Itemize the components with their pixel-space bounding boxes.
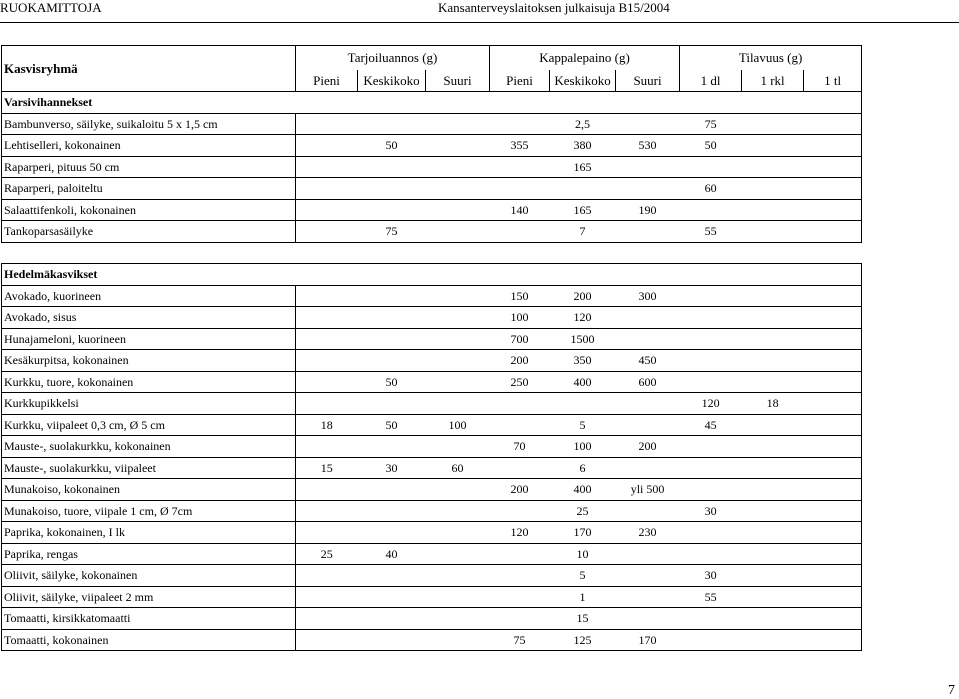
value-cell: 18 bbox=[296, 414, 358, 436]
value-cell bbox=[490, 543, 550, 565]
table-row bbox=[2, 500, 862, 522]
value-cell bbox=[296, 285, 358, 307]
value-cell: 700 bbox=[490, 328, 550, 350]
value-cell bbox=[742, 414, 804, 436]
value-cell bbox=[804, 285, 862, 307]
value-cell: 200 bbox=[550, 285, 616, 307]
value-cell bbox=[616, 457, 680, 479]
value-cell bbox=[742, 629, 804, 651]
value-cell: 380 bbox=[550, 135, 616, 157]
row-label: Avokado, sisus bbox=[2, 307, 296, 329]
row-label: Kesäkurpitsa, kokonainen bbox=[2, 350, 296, 372]
section-row bbox=[2, 264, 862, 286]
value-cell: 5 bbox=[550, 414, 616, 436]
value-cell: 40 bbox=[358, 543, 426, 565]
value-cell: 50 bbox=[358, 414, 426, 436]
value-cell: 350 bbox=[550, 350, 616, 372]
row-label: Mauste-, suolakurkku, kokonainen bbox=[2, 436, 296, 458]
subheader-cell: 1 tl bbox=[804, 70, 862, 92]
value-cell: 1500 bbox=[550, 328, 616, 350]
table-row bbox=[2, 350, 862, 372]
value-cell: 50 bbox=[358, 371, 426, 393]
value-cell bbox=[296, 500, 358, 522]
value-cell bbox=[426, 199, 490, 221]
row-label: Lehtiselleri, kokonainen bbox=[2, 135, 296, 157]
table-row bbox=[2, 135, 862, 157]
subheader-cell: Suuri bbox=[426, 70, 490, 92]
header-row-groups bbox=[2, 46, 862, 71]
value-cell: 25 bbox=[296, 543, 358, 565]
row-label: Bambunverso, säilyke, suikaloitu 5 x 1,5 cm bbox=[2, 113, 296, 135]
row-label: Hunajameloni, kuorineen bbox=[2, 328, 296, 350]
value-cell bbox=[616, 113, 680, 135]
value-cell: 355 bbox=[490, 135, 550, 157]
value-cell: 400 bbox=[550, 479, 616, 501]
value-cell: 2,5 bbox=[550, 113, 616, 135]
value-cell bbox=[358, 522, 426, 544]
group-column-header: Kasvisryhmä bbox=[2, 46, 296, 92]
value-cell: 60 bbox=[680, 178, 742, 200]
value-cell bbox=[358, 199, 426, 221]
value-cell: 55 bbox=[680, 586, 742, 608]
value-cell bbox=[742, 199, 804, 221]
row-label: Raparperi, pituus 50 cm bbox=[2, 156, 296, 178]
row-label: Tomaatti, kokonainen bbox=[2, 629, 296, 651]
value-cell bbox=[358, 393, 426, 415]
row-label: Kurkku, tuore, kokonainen bbox=[2, 371, 296, 393]
value-cell bbox=[426, 328, 490, 350]
value-cell bbox=[426, 543, 490, 565]
value-cell: 70 bbox=[490, 436, 550, 458]
value-cell bbox=[296, 199, 358, 221]
value-cell: 30 bbox=[680, 500, 742, 522]
value-cell: 600 bbox=[616, 371, 680, 393]
table-row bbox=[2, 156, 862, 178]
running-header-title: RUOKAMITTOJA bbox=[0, 0, 102, 15]
value-cell bbox=[742, 113, 804, 135]
value-cell bbox=[296, 436, 358, 458]
value-cell bbox=[426, 522, 490, 544]
value-cell: 10 bbox=[550, 543, 616, 565]
value-cell bbox=[742, 135, 804, 157]
row-label: Munakoiso, kokonainen bbox=[2, 479, 296, 501]
subheader-cell: Pieni bbox=[490, 70, 550, 92]
row-label: Munakoiso, tuore, viipale 1 cm, Ø 7cm bbox=[2, 500, 296, 522]
vegetable-measures-table bbox=[1, 45, 862, 651]
value-cell bbox=[358, 629, 426, 651]
value-cell bbox=[742, 350, 804, 372]
value-cell bbox=[804, 350, 862, 372]
value-cell bbox=[358, 178, 426, 200]
running-header-publication: Kansanterveyslaitoksen julkaisuja B15/2004 bbox=[438, 0, 670, 15]
value-cell bbox=[296, 565, 358, 587]
value-cell: 75 bbox=[490, 629, 550, 651]
value-cell bbox=[804, 543, 862, 565]
value-cell bbox=[680, 436, 742, 458]
value-cell bbox=[426, 135, 490, 157]
spacer-row bbox=[2, 242, 862, 264]
value-cell bbox=[616, 221, 680, 243]
value-cell bbox=[680, 285, 742, 307]
value-cell bbox=[804, 199, 862, 221]
table-row bbox=[2, 608, 862, 630]
value-cell bbox=[296, 178, 358, 200]
value-cell bbox=[358, 113, 426, 135]
value-cell bbox=[358, 156, 426, 178]
value-cell bbox=[804, 500, 862, 522]
row-label: Kurkku, viipaleet 0,3 cm, Ø 5 cm bbox=[2, 414, 296, 436]
value-cell bbox=[616, 328, 680, 350]
value-cell: 300 bbox=[616, 285, 680, 307]
value-cell: 450 bbox=[616, 350, 680, 372]
value-cell: 165 bbox=[550, 156, 616, 178]
table-row bbox=[2, 522, 862, 544]
value-cell bbox=[490, 586, 550, 608]
table-row bbox=[2, 629, 862, 651]
value-cell bbox=[426, 307, 490, 329]
value-cell bbox=[680, 371, 742, 393]
value-cell: 100 bbox=[490, 307, 550, 329]
value-cell: 15 bbox=[296, 457, 358, 479]
value-cell bbox=[296, 371, 358, 393]
value-cell bbox=[742, 436, 804, 458]
value-cell bbox=[804, 156, 862, 178]
table-row bbox=[2, 113, 862, 135]
value-cell bbox=[296, 350, 358, 372]
value-cell: 30 bbox=[358, 457, 426, 479]
value-cell bbox=[426, 629, 490, 651]
table-row bbox=[2, 393, 862, 415]
value-cell bbox=[804, 371, 862, 393]
value-cell bbox=[804, 565, 862, 587]
table-row bbox=[2, 479, 862, 501]
value-cell bbox=[490, 113, 550, 135]
value-cell bbox=[742, 586, 804, 608]
value-cell bbox=[616, 500, 680, 522]
value-cell bbox=[804, 629, 862, 651]
value-cell bbox=[804, 522, 862, 544]
value-cell bbox=[804, 457, 862, 479]
section-row bbox=[2, 92, 862, 114]
value-cell bbox=[490, 393, 550, 415]
table-row bbox=[2, 285, 862, 307]
subheader-cell: Pieni bbox=[296, 70, 358, 92]
value-cell bbox=[490, 178, 550, 200]
value-cell: 230 bbox=[616, 522, 680, 544]
subheader-cell: Keskikoko bbox=[550, 70, 616, 92]
section-heading: Hedelmäkasvikset bbox=[2, 264, 862, 286]
value-cell bbox=[616, 586, 680, 608]
subheader-cell: 1 rkl bbox=[742, 70, 804, 92]
value-cell bbox=[358, 565, 426, 587]
value-cell bbox=[804, 328, 862, 350]
value-cell bbox=[426, 113, 490, 135]
value-cell: 200 bbox=[616, 436, 680, 458]
value-cell bbox=[490, 414, 550, 436]
value-cell: 190 bbox=[616, 199, 680, 221]
page-number: 7 bbox=[948, 683, 955, 698]
table-row bbox=[2, 307, 862, 329]
value-cell bbox=[804, 586, 862, 608]
value-cell: 75 bbox=[680, 113, 742, 135]
table-row bbox=[2, 565, 862, 587]
value-cell bbox=[296, 608, 358, 630]
value-cell: 120 bbox=[680, 393, 742, 415]
value-cell bbox=[426, 350, 490, 372]
value-cell bbox=[426, 285, 490, 307]
value-cell bbox=[490, 221, 550, 243]
value-cell bbox=[296, 307, 358, 329]
value-cell bbox=[490, 457, 550, 479]
row-label: Mauste-, suolakurkku, viipaleet bbox=[2, 457, 296, 479]
value-cell: 75 bbox=[358, 221, 426, 243]
value-cell: 170 bbox=[550, 522, 616, 544]
value-cell: 165 bbox=[550, 199, 616, 221]
value-cell bbox=[742, 328, 804, 350]
value-cell: 120 bbox=[490, 522, 550, 544]
value-cell bbox=[680, 307, 742, 329]
table-row bbox=[2, 221, 862, 243]
subheader-cell: 1 dl bbox=[680, 70, 742, 92]
value-cell bbox=[742, 221, 804, 243]
value-cell bbox=[616, 565, 680, 587]
value-cell bbox=[296, 328, 358, 350]
value-cell bbox=[742, 565, 804, 587]
col-group-piece-weight: Kappalepaino (g) bbox=[490, 46, 680, 71]
value-cell bbox=[680, 543, 742, 565]
value-cell bbox=[680, 156, 742, 178]
value-cell: 45 bbox=[680, 414, 742, 436]
value-cell bbox=[680, 629, 742, 651]
row-label: Tomaatti, kirsikkatomaatti bbox=[2, 608, 296, 630]
value-cell bbox=[490, 608, 550, 630]
value-cell bbox=[426, 500, 490, 522]
value-cell: 55 bbox=[680, 221, 742, 243]
value-cell bbox=[550, 393, 616, 415]
value-cell bbox=[358, 500, 426, 522]
table-row bbox=[2, 414, 862, 436]
value-cell bbox=[742, 178, 804, 200]
row-label: Salaattifenkoli, kokonainen bbox=[2, 199, 296, 221]
value-cell bbox=[358, 328, 426, 350]
value-cell bbox=[296, 393, 358, 415]
row-label: Kurkkupikkelsi bbox=[2, 393, 296, 415]
value-cell bbox=[426, 221, 490, 243]
table-row bbox=[2, 199, 862, 221]
row-label: Oliivit, säilyke, viipaleet 2 mm bbox=[2, 586, 296, 608]
value-cell bbox=[742, 457, 804, 479]
table-body bbox=[2, 46, 862, 651]
subheader-cell: Keskikoko bbox=[358, 70, 426, 92]
row-label: Paprika, kokonainen, I lk bbox=[2, 522, 296, 544]
col-group-serving: Tarjoiluannos (g) bbox=[296, 46, 490, 71]
row-label: Paprika, rengas bbox=[2, 543, 296, 565]
value-cell bbox=[296, 586, 358, 608]
row-label: Tankoparsasäilyke bbox=[2, 221, 296, 243]
value-cell: 250 bbox=[490, 371, 550, 393]
value-cell bbox=[358, 479, 426, 501]
value-cell: 50 bbox=[680, 135, 742, 157]
value-cell bbox=[742, 543, 804, 565]
value-cell: 120 bbox=[550, 307, 616, 329]
header-rule bbox=[0, 22, 959, 23]
value-cell bbox=[616, 307, 680, 329]
value-cell bbox=[804, 221, 862, 243]
value-cell bbox=[616, 393, 680, 415]
value-cell bbox=[616, 178, 680, 200]
value-cell bbox=[426, 371, 490, 393]
value-cell bbox=[742, 307, 804, 329]
value-cell: 100 bbox=[426, 414, 490, 436]
value-cell bbox=[616, 414, 680, 436]
value-cell: 60 bbox=[426, 457, 490, 479]
table-row bbox=[2, 178, 862, 200]
value-cell bbox=[550, 178, 616, 200]
table-row bbox=[2, 371, 862, 393]
value-cell bbox=[426, 393, 490, 415]
value-cell: 140 bbox=[490, 199, 550, 221]
value-cell: 200 bbox=[490, 479, 550, 501]
value-cell bbox=[426, 479, 490, 501]
section-heading: Varsivihannekset bbox=[2, 92, 862, 114]
value-cell bbox=[616, 608, 680, 630]
value-cell bbox=[426, 156, 490, 178]
value-cell bbox=[490, 565, 550, 587]
value-cell bbox=[490, 500, 550, 522]
value-cell bbox=[742, 522, 804, 544]
value-cell: 125 bbox=[550, 629, 616, 651]
value-cell bbox=[742, 500, 804, 522]
value-cell bbox=[804, 414, 862, 436]
spacer-cell bbox=[2, 242, 862, 264]
value-cell: 1 bbox=[550, 586, 616, 608]
value-cell: 200 bbox=[490, 350, 550, 372]
value-cell bbox=[680, 479, 742, 501]
value-cell bbox=[296, 156, 358, 178]
value-cell bbox=[804, 135, 862, 157]
value-cell: yli 500 bbox=[616, 479, 680, 501]
value-cell: 15 bbox=[550, 608, 616, 630]
table-row bbox=[2, 586, 862, 608]
value-cell bbox=[680, 350, 742, 372]
value-cell bbox=[358, 436, 426, 458]
value-cell bbox=[296, 113, 358, 135]
value-cell bbox=[426, 586, 490, 608]
value-cell bbox=[680, 608, 742, 630]
value-cell: 170 bbox=[616, 629, 680, 651]
value-cell bbox=[742, 371, 804, 393]
value-cell bbox=[296, 522, 358, 544]
value-cell bbox=[426, 565, 490, 587]
value-cell bbox=[680, 199, 742, 221]
value-cell bbox=[296, 135, 358, 157]
value-cell bbox=[680, 522, 742, 544]
value-cell bbox=[296, 479, 358, 501]
value-cell: 25 bbox=[550, 500, 616, 522]
col-group-volume: Tilavuus (g) bbox=[680, 46, 862, 71]
value-cell bbox=[296, 629, 358, 651]
value-cell bbox=[490, 156, 550, 178]
table-row bbox=[2, 436, 862, 458]
value-cell: 50 bbox=[358, 135, 426, 157]
value-cell bbox=[358, 307, 426, 329]
row-label: Oliivit, säilyke, kokonainen bbox=[2, 565, 296, 587]
table-row bbox=[2, 457, 862, 479]
value-cell: 18 bbox=[742, 393, 804, 415]
value-cell bbox=[616, 156, 680, 178]
value-cell: 5 bbox=[550, 565, 616, 587]
value-cell: 530 bbox=[616, 135, 680, 157]
value-cell bbox=[680, 457, 742, 479]
row-label: Raparperi, paloiteltu bbox=[2, 178, 296, 200]
value-cell bbox=[804, 307, 862, 329]
value-cell bbox=[742, 156, 804, 178]
value-cell: 6 bbox=[550, 457, 616, 479]
value-cell bbox=[426, 178, 490, 200]
value-cell bbox=[804, 178, 862, 200]
value-cell bbox=[742, 285, 804, 307]
value-cell: 100 bbox=[550, 436, 616, 458]
value-cell bbox=[804, 436, 862, 458]
value-cell bbox=[742, 479, 804, 501]
value-cell: 150 bbox=[490, 285, 550, 307]
value-cell bbox=[804, 113, 862, 135]
value-cell bbox=[804, 479, 862, 501]
value-cell bbox=[358, 350, 426, 372]
subheader-cell: Suuri bbox=[616, 70, 680, 92]
value-cell bbox=[358, 586, 426, 608]
row-label: Avokado, kuorineen bbox=[2, 285, 296, 307]
value-cell bbox=[358, 285, 426, 307]
value-cell bbox=[804, 608, 862, 630]
value-cell bbox=[296, 221, 358, 243]
value-cell bbox=[616, 543, 680, 565]
value-cell bbox=[742, 608, 804, 630]
value-cell: 7 bbox=[550, 221, 616, 243]
value-cell bbox=[804, 393, 862, 415]
value-cell bbox=[426, 608, 490, 630]
value-cell: 400 bbox=[550, 371, 616, 393]
value-cell bbox=[426, 436, 490, 458]
value-cell: 30 bbox=[680, 565, 742, 587]
table-row bbox=[2, 543, 862, 565]
value-cell bbox=[358, 608, 426, 630]
table-row bbox=[2, 328, 862, 350]
value-cell bbox=[680, 328, 742, 350]
